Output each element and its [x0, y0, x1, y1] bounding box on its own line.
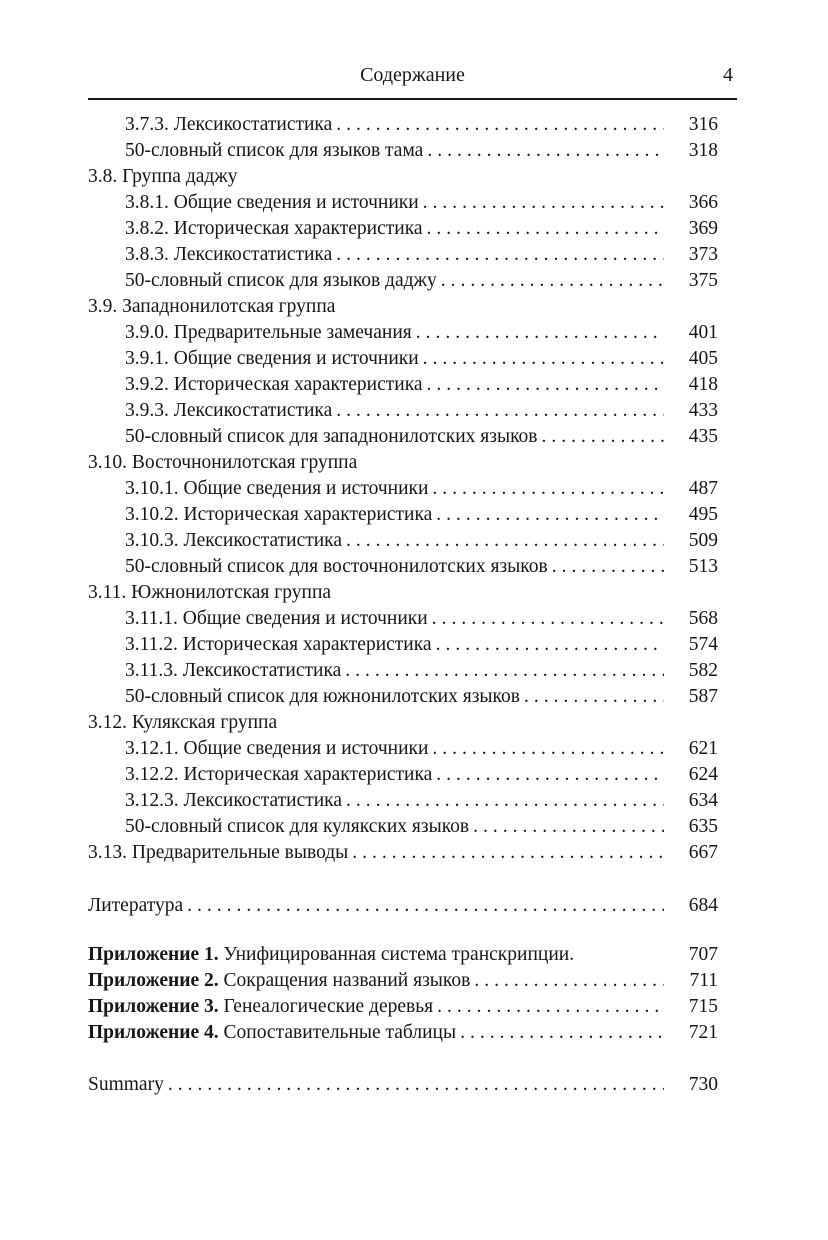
- entry-label: 3.9.3. Лексикостатистика: [125, 400, 333, 421]
- entry-page-number: 568: [688, 608, 718, 629]
- entry-prefix: Приложение 3.: [88, 996, 219, 1017]
- entry-label: 3.11.1. Общие сведения и источники: [125, 608, 428, 629]
- toc-entry: [88, 372, 737, 398]
- entry-page-number: 366: [688, 192, 718, 213]
- toc-entry: [88, 762, 737, 788]
- toc-list-main: [88, 112, 737, 866]
- toc-entry: [88, 1020, 737, 1046]
- toc-entry: [88, 840, 737, 866]
- entry-label: 3.11.3. Лексикостатистика: [125, 660, 342, 681]
- dot-leader: [427, 372, 664, 398]
- dot-leader: [474, 968, 664, 994]
- entry-label: 3.9.2. Историческая характеристика: [125, 374, 423, 395]
- entry-label: 3.7.3. Лексикостатистика: [125, 114, 333, 135]
- entry-page-number: 730: [688, 1074, 718, 1095]
- toc-entry: [88, 294, 737, 320]
- entry-page-number: 513: [688, 556, 718, 577]
- toc-entry: [88, 736, 737, 762]
- toc-entry: [88, 554, 737, 580]
- toc-entry: [88, 632, 737, 658]
- toc-entry: [88, 268, 737, 294]
- entry-page-number: 373: [688, 244, 718, 265]
- dot-leader: [423, 190, 664, 216]
- entry-label: 3.12.2. Историческая характеристика: [125, 764, 433, 785]
- page-header-title: Содержание: [360, 64, 465, 86]
- entry-label: 3.8. Группа даджу: [88, 166, 238, 187]
- entry-page-number: 574: [688, 634, 718, 655]
- dot-leader: [432, 736, 664, 762]
- toc-entry: [88, 242, 737, 268]
- toc-entry: [88, 138, 737, 164]
- toc-entry: [88, 346, 737, 372]
- header-rule: [88, 98, 737, 100]
- dot-leader: [436, 632, 664, 658]
- dot-leader: [436, 502, 664, 528]
- entry-prefix: Приложение 4.: [88, 1022, 219, 1043]
- dot-leader: [542, 424, 664, 450]
- entry-prefix: Приложение 1.: [88, 944, 219, 965]
- toc-entry: [88, 942, 737, 968]
- entry-label: 50-словный список для кулякских языков: [125, 816, 470, 837]
- dot-leader: [427, 138, 664, 164]
- entry-page-number: 587: [688, 686, 718, 707]
- dot-leader: [427, 216, 664, 242]
- entry-label: 3.9. Западнонилотская группа: [88, 296, 336, 317]
- toc-entry: [88, 320, 737, 346]
- entry-label: 50-словный список для южнонилотских языков: [125, 686, 520, 707]
- toc-entry: [88, 580, 737, 606]
- entry-label: 50-словный список для западнонилотских языков: [125, 426, 538, 447]
- entry-page-number: 621: [688, 738, 718, 759]
- entry-label: Приложение 2. Сокращения названий языков: [88, 970, 471, 991]
- entry-label: 3.9.0. Предварительные замечания: [125, 322, 412, 343]
- toc-entry: [88, 398, 737, 424]
- entry-page-number: 721: [688, 1022, 718, 1043]
- toc-entry: [88, 164, 737, 190]
- entry-prefix: Приложение 2.: [88, 970, 219, 991]
- entry-page-number: 634: [688, 790, 718, 811]
- dot-leader: [416, 320, 664, 346]
- entry-page-number: 495: [688, 504, 718, 525]
- toc-entry: [88, 216, 737, 242]
- entry-label: 3.12.1. Общие сведения и источники: [125, 738, 429, 759]
- entry-page-number: 509: [688, 530, 718, 551]
- toc-entry: [88, 606, 737, 632]
- entry-label: Приложение 3. Генеалогические деревья: [88, 996, 434, 1017]
- entry-page-number: 487: [688, 478, 718, 499]
- entry-label: 3.8.3. Лексикостатистика: [125, 244, 333, 265]
- toc-entry: [88, 710, 737, 736]
- dot-leader: [168, 1072, 664, 1098]
- dot-leader: [336, 398, 664, 424]
- page-header-number: 4: [723, 64, 733, 86]
- dot-leader: [552, 554, 664, 580]
- entry-page-number: 418: [688, 374, 718, 395]
- dot-leader: [336, 112, 664, 138]
- entry-label: 3.13. Предварительные выводы: [88, 842, 349, 863]
- entry-page-number: 624: [688, 764, 718, 785]
- entry-page-number: 318: [688, 140, 718, 161]
- entry-label: 3.10.3. Лексикостатистика: [125, 530, 343, 551]
- entry-page-number: 711: [689, 970, 718, 991]
- toc-entry: [88, 893, 737, 919]
- toc-entry: [88, 424, 737, 450]
- toc-entry: [88, 528, 737, 554]
- entry-label: 3.12. Кулякская группа: [88, 712, 278, 733]
- entry-page-number: 635: [688, 816, 718, 837]
- entry-page-number: 401: [688, 322, 718, 343]
- toc-entry: [88, 190, 737, 216]
- page-content: [88, 62, 737, 1098]
- entry-label: 3.8.2. Историческая характеристика: [125, 218, 423, 239]
- toc-entry: [88, 994, 737, 1020]
- toc-entry: [88, 450, 737, 476]
- entry-page-number: 707: [688, 944, 718, 965]
- entry-page-number: 582: [688, 660, 718, 681]
- entry-page-number: 684: [688, 895, 718, 916]
- toc-list-summary: [88, 1072, 737, 1098]
- toc-entry: [88, 658, 737, 684]
- toc-entry: [88, 502, 737, 528]
- toc-list-literatura: [88, 893, 737, 919]
- dot-leader: [336, 242, 664, 268]
- entry-label: 3.11. Южнонилотская группа: [88, 582, 332, 603]
- entry-label: 50-словный список для языков тама: [125, 140, 424, 161]
- dot-leader: [460, 1020, 664, 1046]
- dot-leader: [437, 994, 664, 1020]
- entry-label: Приложение 1. Унифицированная система транскрипции.: [88, 944, 575, 965]
- entry-label: 3.10. Восточнонилотская группа: [88, 452, 358, 473]
- dot-leader: [436, 762, 664, 788]
- toc-entry: [88, 788, 737, 814]
- dot-leader: [346, 528, 664, 554]
- dot-leader: [432, 476, 664, 502]
- entry-label: 3.12.3. Лексикостатистика: [125, 790, 343, 811]
- entry-label: 3.11.2. Историческая характеристика: [125, 634, 432, 655]
- running-header: [88, 62, 737, 90]
- entry-label: 3.8.1. Общие сведения и источники: [125, 192, 419, 213]
- entry-label: Литература: [88, 895, 184, 916]
- dot-leader: [346, 788, 664, 814]
- dot-leader: [352, 840, 664, 866]
- dot-leader: [441, 268, 664, 294]
- toc-list-appendices: [88, 942, 737, 1046]
- entry-label: 50-словный список для языков даджу: [125, 270, 437, 291]
- entry-page-number: 369: [688, 218, 718, 239]
- dot-leader: [432, 606, 664, 632]
- entry-page-number: 316: [688, 114, 718, 135]
- entry-label: 50-словный список для восточнонилотских языков: [125, 556, 548, 577]
- toc-entry: [88, 684, 737, 710]
- toc-entry: [88, 968, 737, 994]
- entry-label: 3.10.1. Общие сведения и источники: [125, 478, 429, 499]
- entry-page-number: 433: [688, 400, 718, 421]
- dot-leader: [524, 684, 664, 710]
- entry-label: Приложение 4. Сопоставительные таблицы: [88, 1022, 457, 1043]
- toc-entry: [88, 476, 737, 502]
- dot-leader: [345, 658, 664, 684]
- toc-entry: [88, 112, 737, 138]
- entry-page-number: 667: [688, 842, 718, 863]
- entry-page-number: 405: [688, 348, 718, 369]
- toc-entry: [88, 814, 737, 840]
- entry-label: 3.10.2. Историческая характеристика: [125, 504, 433, 525]
- dot-leader: [423, 346, 664, 372]
- entry-page-number: 715: [688, 996, 718, 1017]
- toc-entry: [88, 1072, 737, 1098]
- entry-label: Summary: [88, 1074, 164, 1095]
- entry-label: 3.9.1. Общие сведения и источники: [125, 348, 419, 369]
- dot-leader: [187, 893, 664, 919]
- entry-page-number: 375: [688, 270, 718, 291]
- dot-leader: [473, 814, 664, 840]
- entry-page-number: 435: [688, 426, 718, 447]
